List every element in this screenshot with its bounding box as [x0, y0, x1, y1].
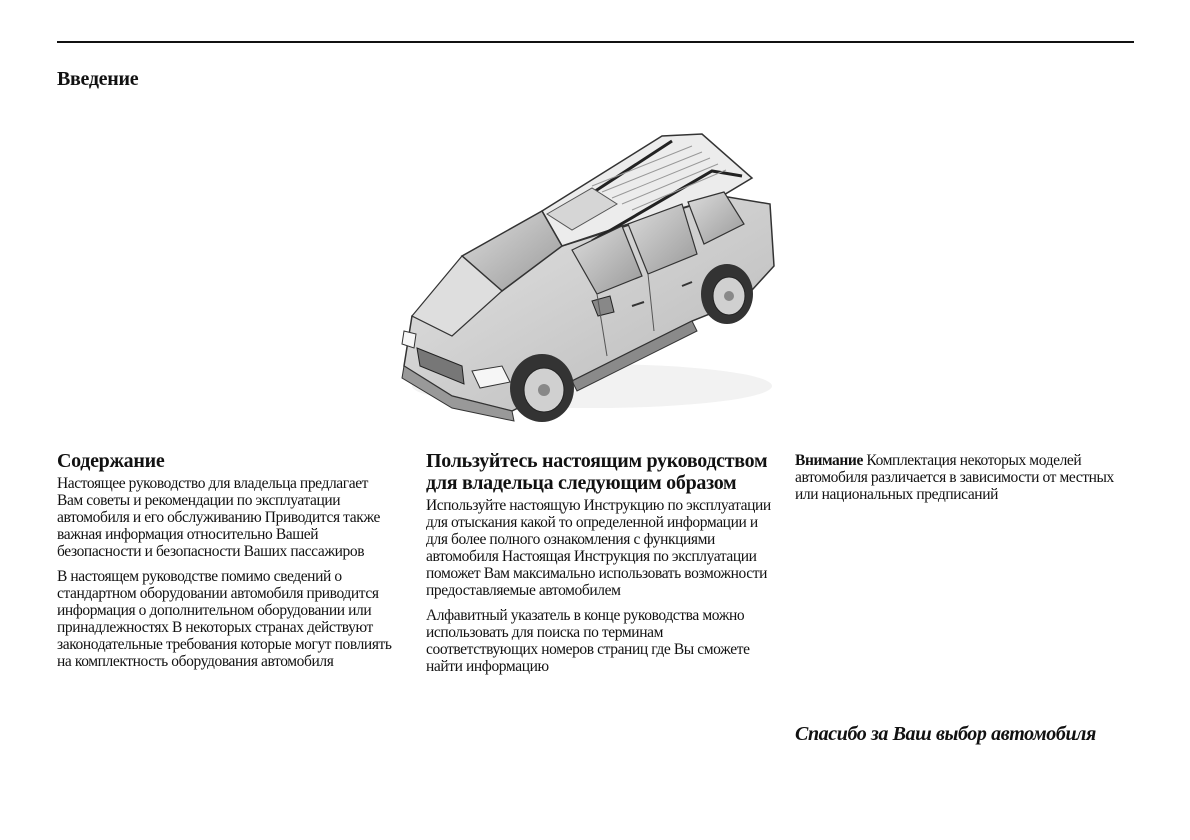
usage-paragraph-1: Используйте настоящую Инструкцию по эксплуатации для отыскания какой то определенной информации и для более полного ознакомления с функциями автомобиля Настоящая Инструкция по эксплуатации поможет Вам максимально использовать возможности предоставляемые автомобилем	[426, 497, 771, 599]
contents-section	[57, 450, 397, 678]
usage-paragraph-2: Алфавитный указатель в конце руководства можно использовать для поиска по терминам соответствующих номеров страниц где Вы сможете найти информацию	[426, 607, 750, 675]
usage-section	[426, 450, 771, 683]
note-label: Внимание	[795, 452, 863, 469]
top-rule	[57, 41, 1134, 43]
contents-heading: Содержание	[57, 450, 165, 472]
car-illustration	[392, 126, 780, 426]
contents-paragraph-1: Настоящее руководство для владельца предлагает Вам советы и рекомендации по эксплуатации автомобиля и его обслуживанию Приводится также важная информация относительно Вашей безопасности и безопасности Ваших пассажиров	[57, 475, 380, 560]
page-title: Введение	[57, 68, 139, 90]
thanks-line: Спасибо за Ваш выбор автомобиля	[795, 723, 1096, 745]
note-paragraph	[795, 452, 1140, 503]
contents-paragraph-2: В настоящем руководстве помимо сведений о стандартном оборудовании автомобиля приводится информация о дополнительном оборудовании или принадлежностях В некоторых странах действуют законодательные требования которые могут повлиять на комплектность оборудования автомобиля	[57, 568, 392, 670]
usage-heading: Пользуйтесь настоящим руководством для владельца следующим образом	[426, 450, 768, 494]
note-text: Комплектация некоторых моделей автомобиля различается в зависимости от местных или национальных предписаний	[795, 452, 1114, 503]
note-section	[795, 450, 1140, 503]
